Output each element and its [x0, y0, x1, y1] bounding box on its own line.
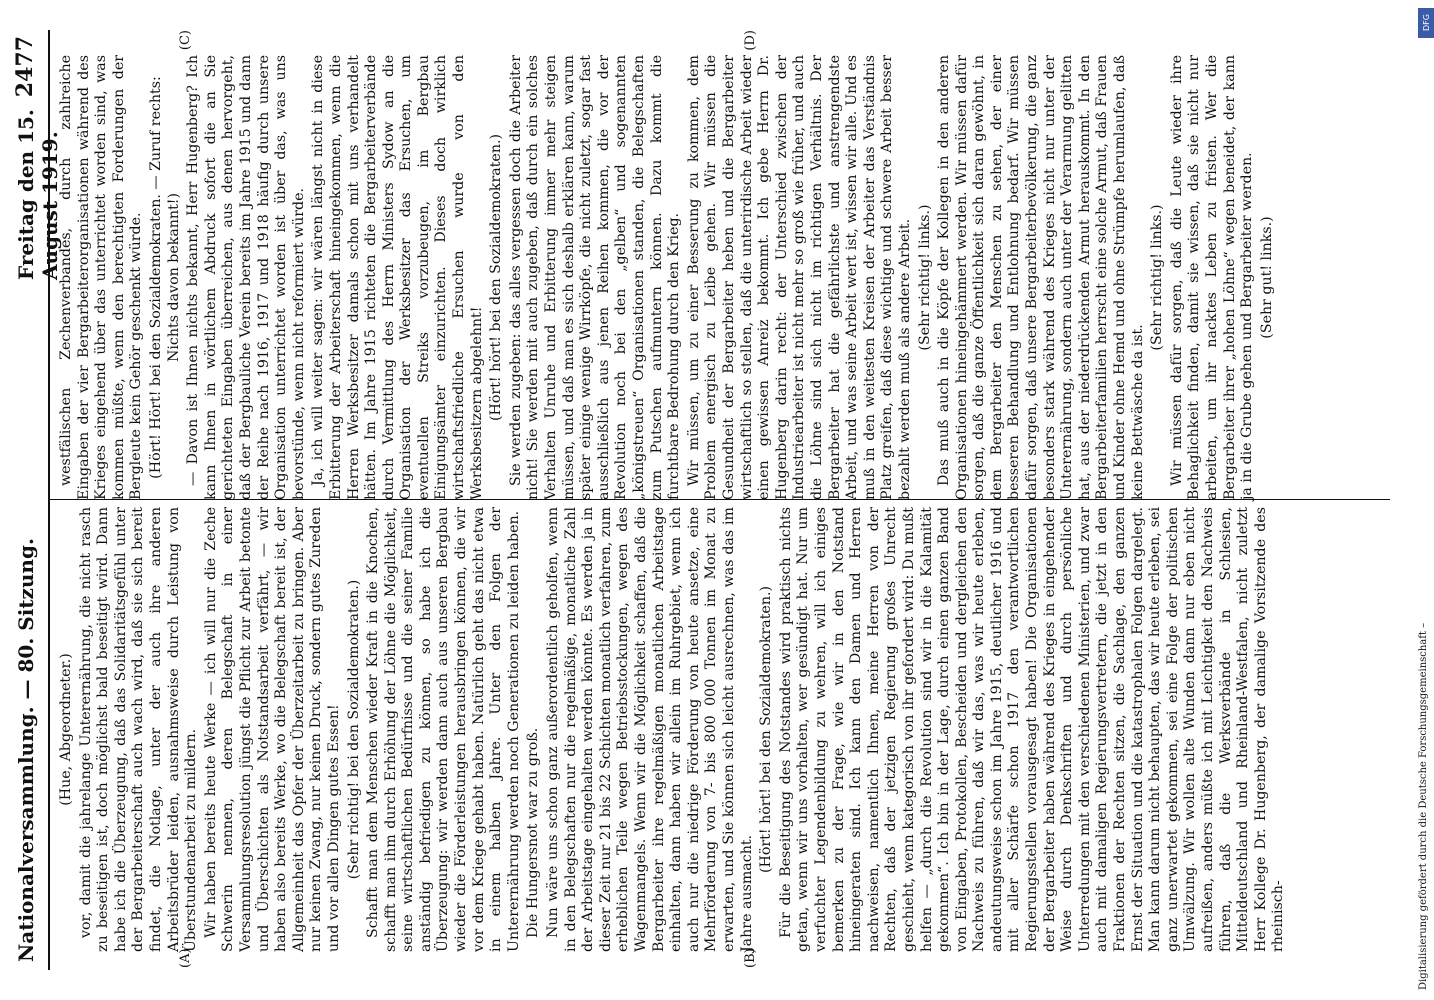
left-text-column [58, 507, 1290, 952]
digitization-credit [1418, 622, 1432, 990]
right-column-paragraph: Das muß auch in die Köpfe der Kollegen in den anderen Organisationen hineingehämmert werden. Wir müssen dafür sorgen, daß die ganze Öffentlichkeit sich daran gewöhnt, in dem Bergarbeiter den Menschen zu sehen, der einer besseren Behandlung und Entlohnung bedarf. Wir müssen dafür sorgen, daß unsere Bergarbeiterbevölkerung, die ganz besonders stark während des Krieges nicht nur unter der Unterernährung, sondern auch unter der Verarmung gelitten hat, aus der niederdrückenden Armut herauskommt. In den Bergarbeiterfamilien herrscht eine solche Armut, daß Frauen und Kinder ohne Hemd und ohne Strümpfe herumlaufen, daß keine Bettwäsche da ist. [936, 55, 1146, 500]
credit-text: Digitalisierung gefördert durch die Deutsche Forschungsgemeinschaft – [1418, 622, 1429, 990]
right-column-paragraph: (Hört! Hört! bei den Sozialdemokraten. — Zuruf rechts: Nichts davon bekannt!) [147, 76, 182, 479]
right-column-paragraph: (Sehr richtig! links.) [1149, 204, 1166, 351]
header-date: Freitag den 15. August 1919. [14, 109, 62, 280]
document-page [8, 30, 1398, 970]
right-text-column [58, 55, 1278, 500]
right-column-paragraph: Ja, ich will weiter sagen: wir wären längst nicht in diese Erbitterung der Arbeiterschaft hineingekommen, wenn die Herren Werksbesitzer damals schon mit uns verhandelt hätten. Im Jahre 1915 richteten die Bergarbeiterverbände durch Vermittlung des Herrn Ministers Sydow an die Organisation der Werksbesitzer das Ersuchen, um eventuellen Streiks vorzubeugen, im Bergbau Einigungsämter einzurichten. Dieses doch wirklich wirtschaftsfriedliche Ersuchen wurde von den Werksbesitzern abgelehnt! [310, 55, 485, 500]
left-column-paragraph: Schafft man dem Menschen wieder Kraft in die Knochen, schafft man ihm durch Erhöhung der Löhne die Möglichkeit, seine wirtschaftlichen Bedürfnisse und die seiner Familie anständig befriedigen zu können, so habe ich die Überzeugung: wir werden dann auch aus unseren Bergbau wieder die Förderleistungen herausbringen können, die wir vor dem Kriege gehabt haben. Natürlich geht das nicht etwa in einem halben Jahre. Unter den Folgen der Unterernährung werden noch Generationen zu leiden haben. [365, 507, 522, 952]
left-column-paragraph: Die Hungersnot war zu groß. [525, 727, 542, 938]
right-column-paragraph: (Sehr gut! links.) [1258, 216, 1275, 339]
page-number: 2477 [12, 36, 38, 98]
right-column-paragraph: westfälischen Zechenverbandes, durch zahlreiche Eingaben der vier Bergarbeiterorganisationen während des Krieges eingehend über das unterrichtet worden sind, was kommen müßte, wenn den berechtigten Forderungen der Bergleute kein Gehör geschenkt würde. [58, 55, 145, 500]
left-column-paragraph: Wir haben bereits heute Werke — ich will nur die Zeche Schwerin nennen, deren Belegschaft in einer Versammlungsresolution jüngst die Pflicht zur Arbeit betonte und Überschichten als Notstandsarbeit verfährt, — wir haben also bereits Werke, wo die Belegschaft bereit ist, der Allgemeinheit das Opfer der Überzeitarbeit zu bringen. Aber nur keinen Zwang, nur keinen Druck, sondern gutes Zureden und vor allen Dingen gutes Essen! [202, 507, 342, 952]
left-column-paragraph: vor, damit die jahrelange Unterernährung, die nicht rasch zu beseitigen ist, doch möglichst bald beseitigt wird. Dann habe ich die Überzeugung, daß das Solidaritätsgefühl unter der Bergarbeiterschaft auch wach wird, daß sie sich bereit findet, die Notlage, unter der auch ihre anderen Arbeitsbrüder leiden, ausnahmsweise durch Leistung von Überstundenarbeit zu mildern. [77, 507, 200, 952]
margin-marker-d: (D) [743, 30, 758, 51]
left-column-paragraph: (Sehr richtig! bei den Sozialdemokraten.) [345, 579, 362, 880]
left-column-paragraph: (Hue, Abgeordneter.) [58, 653, 74, 806]
right-column-paragraph: Wir müssen dafür sorgen, daß die Leute wieder ihre Behaglichkeit finden, damit sie wissen, daß sie nicht nur arbeiten, um ihr nacktes Leben zu fristen. Wer die Bergarbeiter ihrer „hohen Löhne“ wegen beneidet, der kann ja in die Grube gehen und Bergarbeiter werden. [1168, 55, 1256, 500]
right-column-paragraph: (Sehr richtig! links.) [916, 204, 933, 351]
header-left-title: Nationalversammlung. — 80. Sitzung. [14, 538, 38, 962]
right-column-paragraph: (Hört! hört! bei den Sozialdemokraten.) [488, 133, 505, 422]
right-column-paragraph: Wir müssen, um zu einer Besserung zu kommen, dem Problem energisch zu Leibe gehen. Wir müssen die Gesundheit der Bergarbeiter heben und die Bergarbeiter wirtschaftlich so stellen, daß die unterirdische Arbeit wieder einen gewissen Anreiz bekommt. Ich gebe Herrn Dr. Hugenberg darin recht: der Unterschied zwischen der Industriearbeiter ist nicht mehr so groß wie früher, und auch die Löhne sind sich nicht im richtigen Verhältnis. Der Bergarbeiter hat die gefährlichste und anstrengendste Arbeit, und was seine Arbeit wert ist, wissen wir alle. Und es muß in den weitesten Kreisen der Arbeiter das Verständnis Platz greifen, daß diese wichtige und schwere Arbeit besser bezahlt werden muß als andere Arbeit. [685, 55, 913, 500]
margin-marker-a: (A) [178, 948, 193, 968]
margin-marker-c: (C) [178, 30, 193, 51]
margin-marker-b: (B) [743, 948, 758, 968]
left-column-paragraph: (Hört! hört! bei den Sozialdemokraten.) [758, 585, 775, 874]
dfg-logo-text: DFG [1421, 14, 1431, 31]
left-column-paragraph: Nun wäre uns schon ganz außerordentlich geholfen, wenn in den Belegschaften nur die regelmäßige, monatliche Zahl der Arbeitstage eingehalten werden könnte. Es werden ja in dieser Zeit nur 21 bis 22 Schichten monatlich verfahren, zum erheblichen Teile wegen Betriebsstockungen, wegen des Wagenmangels. Wenn wir die Möglichkeit schaffen, daß die Bergarbeiter ihre regelmäßigen monatlichen Arbeitstage einhalten, dann haben wir allein im Ruhrgebiet, wenn ich auch nur die niedrige Förderung von heute ansetze, eine Mehrförderung von 7- bis 800 000 Tonnen im Monat zu erwarten, und Sie können sich leicht ausrechnen, was das im Jahre ausmacht. [545, 507, 755, 952]
dfg-logo [1418, 8, 1434, 38]
left-column-paragraph: Für die Beseitigung des Notstandes wird praktisch nichts getan, wenn wir uns vorhalten, wer gesündigt hat. Nur um verfuchter Legendenbildung zu wehren, will ich einiges bemerken zu der Frage, wie wir in den Notstand hineingeraten sind. Ich kann den Damen und Herren nachweisen, namentlich Ihnen, meine Herren von der Rechten, daß der jetzigen Regierung großes Unrecht geschieht, wenn kategorisch von ihr gefordert wird: Du mußt helfen — „durch die Revolution sind wir in die Kalamität gekommen“. Ich bin in der Lage, durch einen ganzen Band von Eingaben, Protokollen, Bescheiden und dergleichen den Nachweis zu führen, daß wir das, was wir heute erleben, andeutungsweise schon im Jahre 1915, deutlicher 1916 und mit aller Schärfe schon 1917 den verantwortlichen Regierungsstellen vorausgesagt haben! Die Organisationen der Bergarbeiter haben während des Krieges in eingehender Weise durch Denkschriften und durch persönliche Unterredungen mit den verschiedenen Ministerien, und zwar auch mit damaligen Regierungsvertretern, die jetzt in den Fraktionen der Rechten sitzen, die Sachlage, den ganzen Ernst der Situation und die katastrophalen Folgen dargelegt. Man kann darum nicht behaupten, das wir heute erleben, sei ganz unerwartet gekommen, sei eine Folge der politischen Umwälzung. Wir wollen alte Wunden dann nur eben nicht aufreißen, anders müßte ich mit Leichtigkeit den Nachweis führen, daß die Werksverbände in Schlesien, Mitteldeutschland und Rheinland-Westfalen, nicht zuletzt Herr Kollege Dr. Hugenberg, der damalige Vorsitzende des rheinisch- [777, 507, 1287, 952]
page-header [8, 30, 62, 970]
header-rule [48, 30, 50, 970]
right-column-paragraph: Sie werden zugeben: das alles vergessen doch die Arbeiter nicht! Sie werden mit auch zugeben, daß durch ein solches Verhalten Unruhe und Erbitterung immer mehr steigen müssen, und daß man es sich deshalb erklären kann, warum später einige wenige Wirrköpfe, die nicht zuletzt, sogar fast ausschließlich aus jenen Reihen kommen, die vor der Revolution noch bei den „gelben“ und sogenannten „königstreuen“ Organisationen standen, die Belegschaften zum Putschen aufmuntern können. Dazu kommt die furchtbare Bedrohung durch den Krieg. [507, 55, 683, 500]
right-column-paragraph: — Davon ist Ihnen nichts bekannt, Herr Hugenberg? Ich kann Ihnen in wörtlichem Abdruck sofort die an Sie gerichteten Eingaben überreichen, aus denen hervorgeht, daß der Bergbauliche Verein bereits im Jahre 1915 und dann der Reihe nach 1916, 1917 und 1918 häufig durch unsere Organisation unterrichtet worden ist über das, was uns bevorstünde, wenn nicht reformiert würde. [185, 55, 307, 500]
